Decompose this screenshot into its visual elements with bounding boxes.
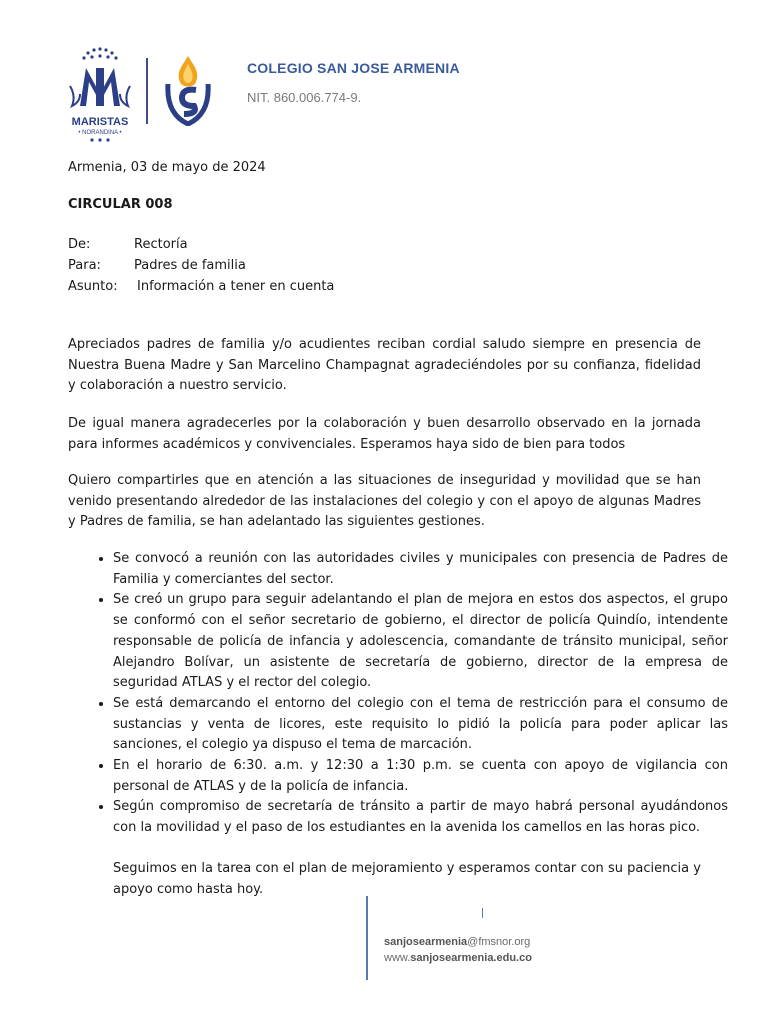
closing-paragraph: Seguimos en la tarea con el plan de mejoramiento y esperamos contar con su paciencia y apoyo como hasta hoy. (113, 861, 701, 897)
paragraph-thanks: De igual manera agradecerles por la colaboración y buen desarrollo observado en la jornada para informes académicos y convivenciales. Esperamos haya sido de bien para todos (68, 416, 701, 452)
meta-label: Para: (68, 258, 101, 273)
email-domain: @fmsnor.org (467, 936, 531, 948)
web-domain: sanjosearmenia.edu.co (410, 952, 532, 964)
list-item: • Se convocó a reunión con las autoridades civiles y municipales con presencia de Padres de Familia y comerciantes del sector. (113, 549, 728, 590)
logo-divider (146, 58, 148, 124)
meta-value: Información a tener en cuenta (137, 279, 335, 294)
school-nit: NIT. 860.006.774-9. (247, 90, 362, 105)
paragraph-context: Quiero compartirles que en atención a las situaciones de inseguridad y movilidad que se han venido presentando alrededor de las instalaciones del colegio y con el apoyo de algunas Madres y Padres de familia, se han adelantado las siguientes gestiones. (68, 473, 701, 530)
meta-to (68, 258, 246, 273)
list-item: • Se está demarcando el entorno del colegio con el tema de restricción para el consumo de sustancias y venta de licores, este requisito lo pidió la policía para poder aplicar las sanciones, el colegio ya dispuso el tema de marcación. (113, 694, 728, 756)
body-paragraph (68, 471, 701, 533)
list-item: • Según compromiso de secretaría de tránsito a partir de mayo habrá personal ayudándonos con la movilidad y el paso de los estudiantes en la avenida los camellos en las horas pico. (113, 797, 728, 838)
meta-value: Padres de familia (134, 258, 246, 273)
email-user: sanjosearmenia (384, 936, 468, 948)
meta-subject (68, 279, 334, 294)
list-item: • En el horario de 6:30. a.m. y 12:30 a 1:30 p.m. se cuenta con apoyo de vigilancia con personal de ATLAS y de la policía de infancia. (113, 756, 728, 797)
school-name: COLEGIO SAN JOSE ARMENIA (247, 60, 460, 76)
paragraph-greeting: Apreciados padres de familia y/o acudientes reciban cordial saludo siempre en presencia de Nuestra Buena Madre y San Marcelino Champagnat agradeciéndoles por su confianza, fidelidad y colaboración a nuestro servicio. (68, 337, 701, 394)
meta-label: Asunto: (68, 279, 118, 294)
circular-number: CIRCULAR 008 (68, 197, 173, 212)
maristas-wordmark: MARISTAS (71, 116, 129, 128)
meta-from (68, 237, 188, 252)
footer-tick (482, 908, 483, 918)
meta-value: Rectoría (134, 237, 188, 252)
footer-divider (366, 896, 368, 980)
san-jose-logo (160, 54, 216, 126)
meta-label: De: (68, 237, 91, 252)
footer-email[interactable] (384, 936, 530, 948)
list-item: • Se creó un grupo para seguir adelantando el plan de mejora en estos dos aspectos, el grupo se conformó con el señor secretario de gobierno, el director de policía Quindío, intendente responsable de policía de infancia y adolescencia, comandante de tránsito municipal, señor Alejandro Bolívar, un asistente de secretaría de gobierno, director de la empresa de seguridad ATLAS y el rector del colegio. (113, 590, 728, 694)
web-prefix: www. (384, 952, 411, 964)
san-jose-flame-icon (160, 54, 216, 126)
letter-date: Armenia, 03 de mayo de 2024 (68, 160, 266, 175)
body-paragraph (68, 335, 701, 397)
maristas-logo (66, 46, 134, 144)
maristas-subtext: • NORANDINA • (78, 130, 122, 136)
actions-list (86, 549, 728, 839)
body-paragraph (68, 414, 701, 455)
footer-website[interactable] (384, 952, 532, 964)
